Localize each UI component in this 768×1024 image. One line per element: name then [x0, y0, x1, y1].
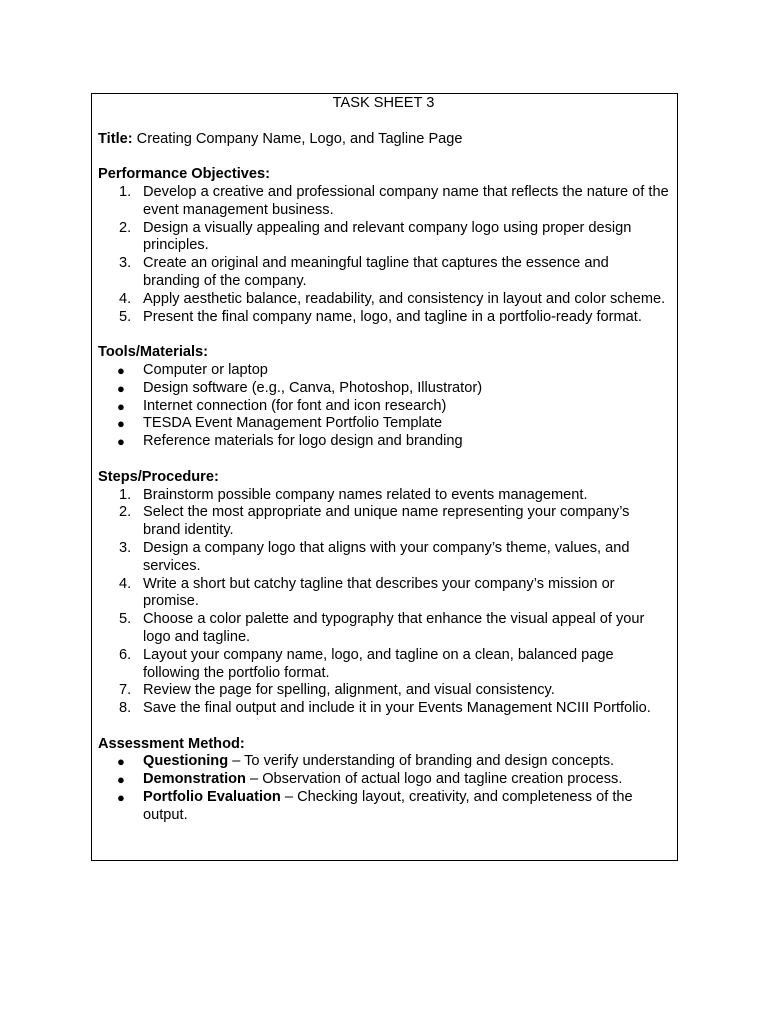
list-item: ● TESDA Event Management Portfolio Template — [117, 415, 443, 432]
bullet-icon: ● — [117, 398, 125, 414]
list-item: 3. Design a company logo that aligns with your company’s theme, values, and services. — [119, 539, 630, 574]
steps-heading: Steps/Procedure: — [98, 468, 219, 485]
bullet-icon: ● — [117, 790, 125, 806]
list-item: 8. Save the final output and include it in your Events Management NCIII Portfolio. — [119, 700, 651, 717]
title-text: Creating Company Name, Logo, and Tagline Page — [132, 130, 463, 147]
steps-list — [98, 487, 669, 718]
task-sheet-heading: TASK SHEET 3 — [332, 95, 435, 111]
bullet-icon: ● — [117, 772, 125, 788]
list-item: 2. Select the most appropriate and unique name representing your company’s brand identity. — [119, 504, 630, 539]
list-item: 3. Create an original and meaningful tagline that captures the essence and branding of the company. — [119, 255, 609, 289]
assessment-heading: Assessment Method: — [98, 735, 245, 752]
list-item: 5. Present the final company name, logo, and tagline in a portfolio-ready format. — [119, 308, 642, 325]
list-item: 4. Write a short but catchy tagline that describes your company’s mission or promise. — [119, 575, 615, 610]
list-item: 7. Review the page for spelling, alignment, and visual consistency. — [119, 682, 555, 699]
list-item: ● Questioning – To verify understanding of branding and design concepts. — [117, 753, 615, 770]
assessment-list — [98, 753, 669, 824]
list-item: 1. Brainstorm possible company names related to events management. — [119, 486, 588, 503]
title-label: Title: — [98, 130, 133, 147]
title-line — [98, 131, 669, 149]
list-item: 5. Choose a color palette and typography that enhance the visual appeal of your logo and tagline. — [119, 611, 645, 645]
bullet-icon: ● — [117, 380, 125, 396]
list-item: 2. Design a visually appealing and relevant company logo using proper design principles. — [119, 219, 632, 254]
list-item: ● Computer or laptop — [117, 361, 268, 378]
list-item: 1. Develop a creative and professional company name that reflects the nature of the event management business. — [119, 183, 669, 218]
tools-heading: Tools/Materials: — [98, 344, 209, 361]
bullet-icon: ● — [117, 434, 125, 450]
list-item: ● Portfolio Evaluation – Checking layout, creativity, and completeness of the output. — [117, 789, 633, 823]
list-item: ● Internet connection (for font and icon research) — [117, 397, 447, 414]
list-item: 4. Apply aesthetic balance, readability, and consistency in layout and color scheme. — [119, 290, 666, 307]
objectives-list — [98, 184, 669, 326]
list-item: ● Demonstration – Observation of actual logo and tagline creation process. — [117, 771, 623, 788]
bullet-icon: ● — [117, 362, 125, 378]
list-item: ● Design software (e.g., Canva, Photoshop, Illustrator) — [117, 379, 483, 396]
task-sheet-box — [91, 93, 678, 861]
bullet-icon: ● — [117, 754, 125, 770]
objectives-heading: Performance Objectives: — [98, 166, 270, 183]
tools-list — [98, 362, 669, 451]
list-item: 6. Layout your company name, logo, and tagline on a clean, balanced page following the portfolio format. — [119, 646, 614, 681]
bullet-icon: ● — [117, 416, 125, 432]
list-item: ● Reference materials for logo design and branding — [117, 433, 463, 450]
